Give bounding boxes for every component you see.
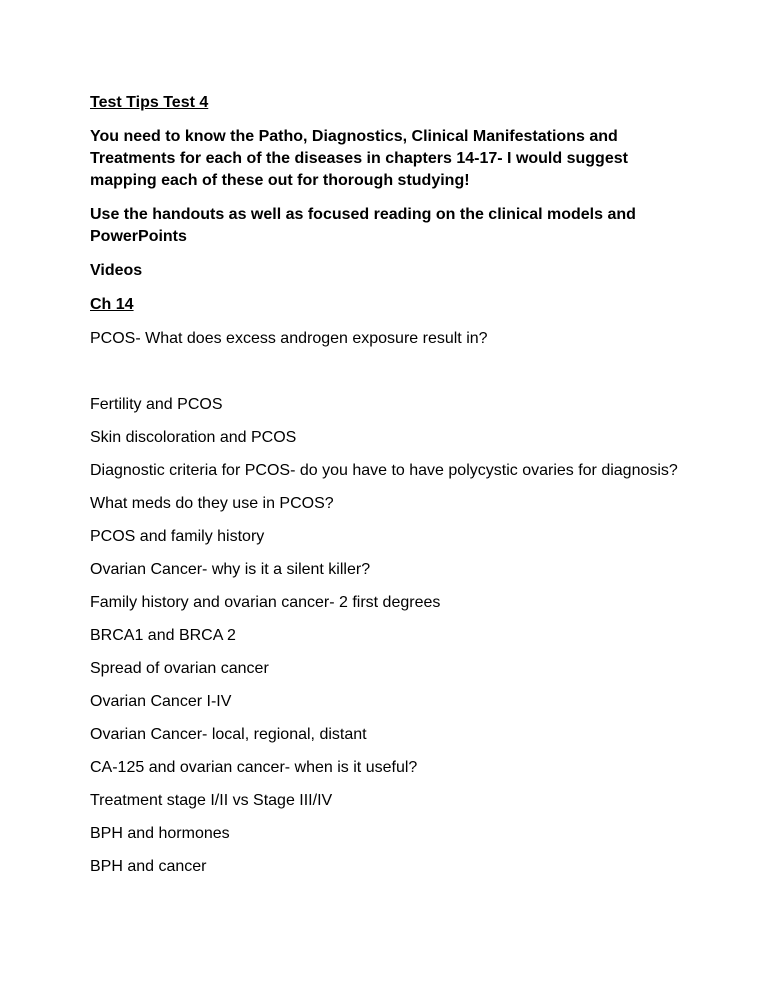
list-item: Treatment stage I/II vs Stage III/IV	[90, 792, 333, 809]
list-item: BRCA1 and BRCA 2	[90, 627, 236, 644]
document-page	[90, 92, 730, 889]
intro-paragraph: You need to know the Patho, Diagnostics, Clinical Manifestations and Treatments for each of the diseases in chapters 14-17- I would suggest mapping each of these out for thorough studying!	[90, 128, 628, 189]
list-item: Family history and ovarian cancer- 2 first degrees	[90, 594, 441, 611]
list-item: Skin discoloration and PCOS	[90, 429, 297, 446]
list-item: Spread of ovarian cancer	[90, 660, 269, 677]
list-item: CA-125 and ovarian cancer- when is it useful?	[90, 759, 418, 776]
list-item: BPH and cancer	[90, 858, 207, 875]
videos-heading: Videos	[90, 262, 143, 279]
list-item: BPH and hormones	[90, 825, 230, 842]
chapter-heading: Ch 14	[90, 296, 134, 313]
list-item: PCOS- What does excess androgen exposure result in?	[90, 330, 488, 347]
list-item: Fertility and PCOS	[90, 396, 223, 413]
list-item: Ovarian Cancer- why is it a silent killer?	[90, 561, 371, 578]
handouts-paragraph: Use the handouts as well as focused reading on the clinical models and PowerPoints	[90, 206, 636, 245]
list-item: Diagnostic criteria for PCOS- do you have to have polycystic ovaries for diagnosis?	[90, 462, 678, 479]
list-item: Ovarian Cancer I-IV	[90, 693, 232, 710]
list-item: PCOS and family history	[90, 528, 265, 545]
document-title: Test Tips Test 4	[90, 94, 209, 111]
list-item: What meds do they use in PCOS?	[90, 495, 334, 512]
list-item: Ovarian Cancer- local, regional, distant	[90, 726, 367, 743]
